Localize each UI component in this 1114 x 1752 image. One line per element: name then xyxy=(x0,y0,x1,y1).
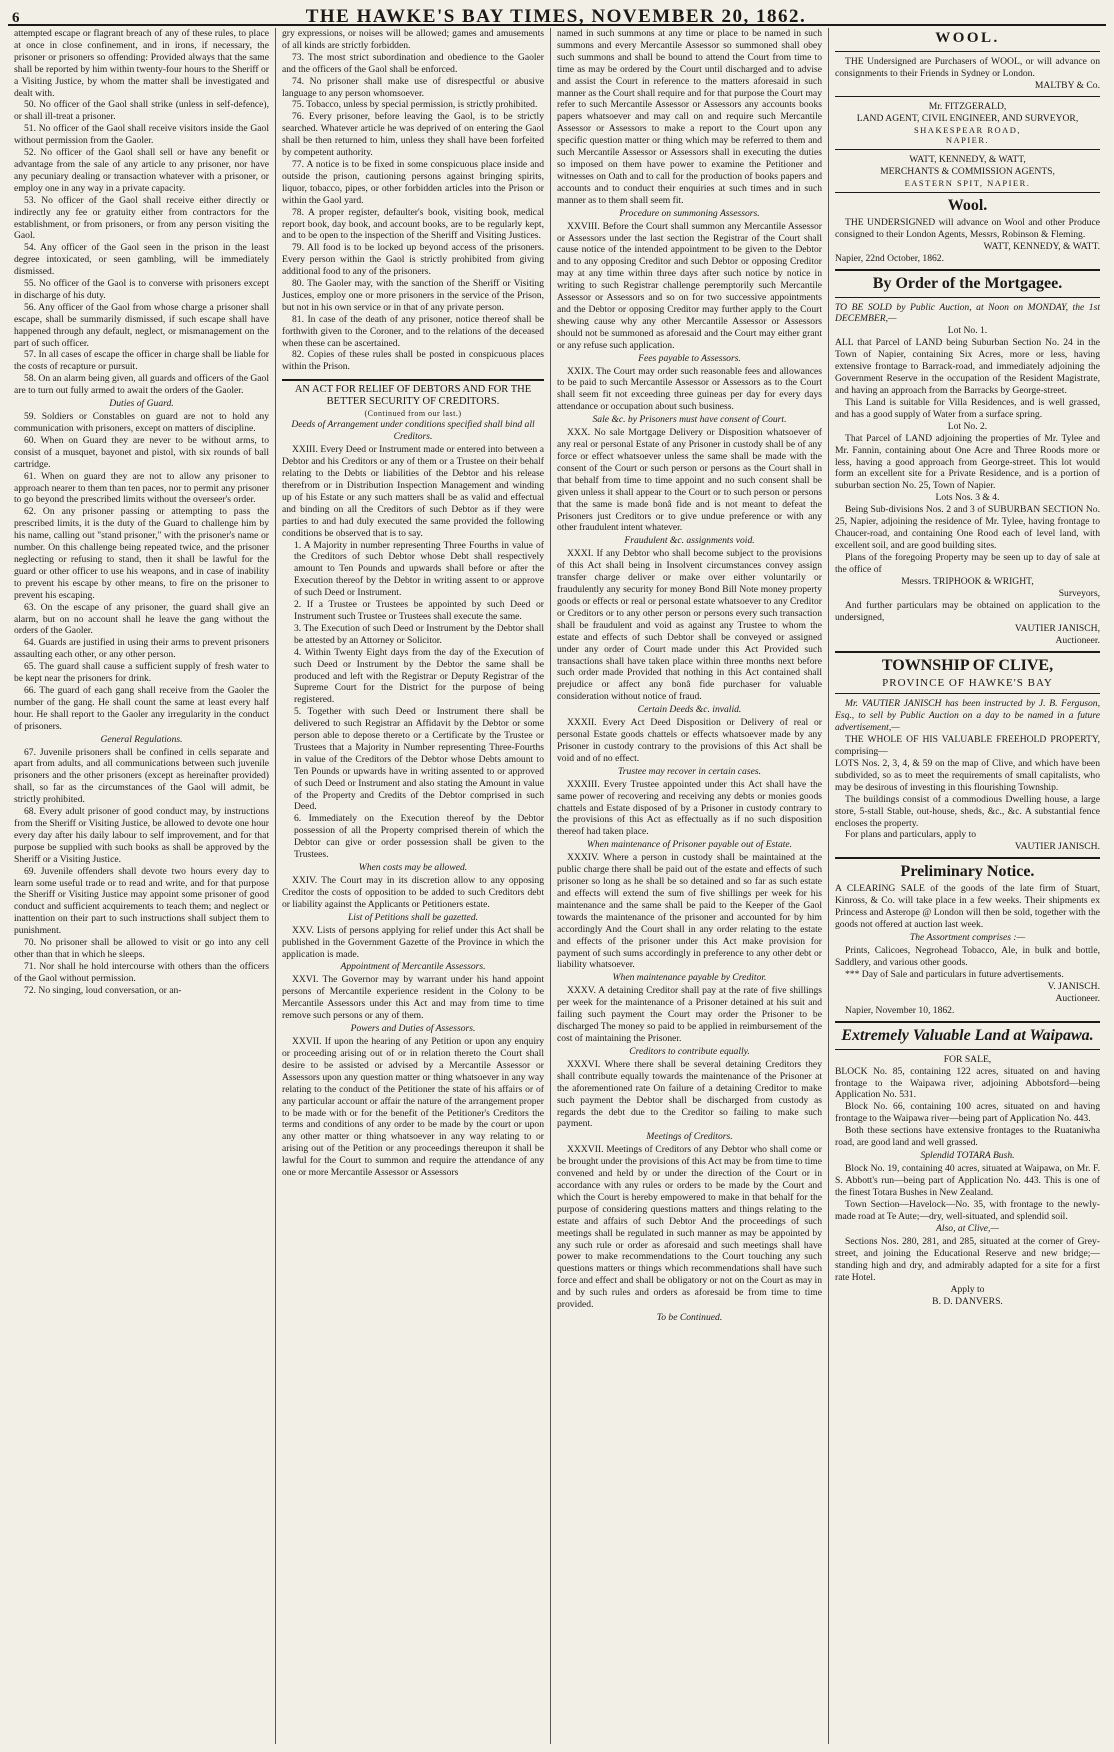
section-heading: When maintenance of Prisoner payable out of Estate. xyxy=(586,839,793,851)
rule-paragraph: 74. No prisoner shall make use of disrespectful or abusive language to any person whomsoever. xyxy=(282,75,544,99)
rule-paragraph: gry expressions, or noises will be allowed; games and amusements of all kinds are strictly forbidden. xyxy=(282,28,544,51)
rule-paragraph: 71. Nor shall he hold intercourse with others than the officers of the Gaol without permission. xyxy=(14,960,269,984)
act-condition: 5. Together with such Deed or Instrument there shall be delivered to such Registrar an Affidavit by the Debtor or some person able to depose thereto or a Certificate by the Trustee or Trustees that a Majority in Number representing Three-Fourths in value of the Creditors of the Debtor whose Debts amount to Ten Pounds or upwards have in writing assented to or approved of such Deed or Instrument and also stating the Amount in value of the Property and Credits of the Debtor comprised in such Deed. xyxy=(294,706,544,813)
ad-subheading: Splendid TOTARA Bush. xyxy=(920,1149,1015,1161)
section-heading: Appointment of Mercantile Assessors. xyxy=(340,961,486,973)
ad-firm-role: MERCHANTS & COMMISSION AGENTS, xyxy=(880,165,1055,177)
act-paragraph: XXIII. Every Deed or Instrument made or entered into between a Debtor and his Creditors or any of them or a Trustee on their behalf relating to the Debts or liabilities of the Debtor and his release therefrom or in Distribution Inspection Management and winding up of his Estate or any such matters shall be as valid and effectual and binding on all the Creditors of such Debtor as if they were parties to and had duly executed the same provided the following conditions be observed that is to say. xyxy=(282,444,544,539)
rule-paragraph: 78. A proper register, defaulter's book, visiting book, medical report book, day book, and account books, are to be regularly kept, and to be open to the inspection of the Sheriff and Visiting Justices. xyxy=(282,206,544,242)
rule-paragraph: 64. Guards are justified in using their arms to prevent prisoners assaulting each other, or any other person. xyxy=(14,637,269,661)
act-paragraph: XXXIII. Every Trustee appointed under this Act shall have the same power of recovering and receiving any debts or monies goods chattels and Estate disposed of by a Prisoner in custody contrary to the provisions of this Act as effectually as if no such disposition thereof had taken place. xyxy=(557,778,822,838)
ad-body: Sections Nos. 280, 281, and 285, situated at the corner of Grey-street, and joining the Educational Reserve and new bridge;—standing high and dry, and admirably adapted for a site for a first rate Hotel. xyxy=(835,1236,1100,1284)
column-1 xyxy=(8,28,276,1744)
rule-paragraph: 82. Copies of these rules shall be posted in conspicuous places within the Prison. xyxy=(282,349,544,373)
section-heading: Certain Deeds &c. invalid. xyxy=(637,704,742,716)
continued-note: (Continued from our last.) xyxy=(364,409,462,419)
rule-paragraph: 57. In all cases of escape the officer in charge shall be liable for the costs of recapture or pursuit. xyxy=(14,349,269,373)
ad-body: THE Undersigned are Purchasers of WOOL, or will advance on consignments to their Friends in Sydney or London. xyxy=(835,56,1100,79)
section-heading: List of Petitions shall be gazetted. xyxy=(347,911,479,923)
ad-body: Block No. 19, containing 40 acres, situated at Waipawa, on Mr. F. S. Abbott's run—being part of Application No. 443. This is one of the finest Totara Bushes in New Zealand. xyxy=(835,1162,1100,1198)
ad-firm-address: EASTERN SPIT, NAPIER. xyxy=(904,177,1031,188)
ad-title: THE WHOLE OF HIS VALUABLE FREEHOLD PROPERTY, comprising— xyxy=(835,734,1100,758)
section-heading: When costs may be allowed. xyxy=(358,862,468,873)
ad-subheading: Also, at Clive,— xyxy=(936,1223,999,1235)
act-condition: 3. The Execution of such Deed or Instrument by the Debtor shall be attested by an Attorney or Solicitor. xyxy=(294,622,544,646)
rule-paragraph: 50. No officer of the Gaol shall strike (unless in self-defence), or shall ill-treat a prisoner. xyxy=(14,99,269,123)
ad-body: Both these sections have extensive frontages to the Ruataniwha road, are good land and well grassed. xyxy=(835,1125,1100,1149)
ad-heading-preliminary: Preliminary Notice. xyxy=(900,863,1035,881)
ad-plans-note: Plans of the foregoing Property may be seen up to day of sale at the office of xyxy=(835,551,1100,575)
ad-subheading: The Assortment comprises :— xyxy=(909,931,1026,943)
rule-paragraph: 56. Any officer of the Gaol from whose charge a prisoner shall escape, shall be summarily dismissed, if such escape shall have happened through any default, neglect, or mismanagement on the part of such officer. xyxy=(14,301,269,349)
act-paragraph: XXXI. If any Debtor who shall become subject to the provisions of this Act shall being in Insolvent circumstances convey assign transfer charge deliver or make over either voluntarily or fraudulently any security for money Bond Bill Note money property goods or effects or real or personal estate whatsoever to any Creditor or Creditors or to any other person or persons every such transaction shall be fraudulent and void as against any Trustee to whom the estate and effects of such Debtor shall be conveyed or assigned under any order of Court made under this Act Provided such transactions shall have taken place within three months next before such order made Provided that nothing in this Act contained shall prejudice or affect any bonâ fide purchaser for valuable consideration without notice of fraud. xyxy=(557,548,822,703)
ad-body: THE UNDERSIGNED will advance on Wool and other Produce consigned to their London Agents, Messrs, Robinson & Fleming. xyxy=(835,216,1100,240)
act-paragraph: XXXII. Every Act Deed Disposition or Delivery of real or personal Estate goods chattels or effects whatsoever made by any Prisoner in custody contrary to the provisions of this Act shall be void and of no effect. xyxy=(557,717,822,764)
rule-paragraph: 68. Every adult prisoner of good conduct may, by instructions from the Sheriff or Visiting Justice, be allowed to devote one hour every day after his daily labour to self improvement, and for that purpose be supplied with such books as shall be approved by the Sheriff or a Visiting Justice. xyxy=(14,806,269,865)
lot-description: Being Sub-divisions Nos. 2 and 3 of SUBURBAN SECTION No. 25, Napier, adjoining the residence of Mr. Tylee, having frontage to Chaucer-road, and containing One Rood each of level land, with excellent soil, and are good building sites. xyxy=(835,504,1100,551)
page-number: 6 xyxy=(12,10,20,26)
ad-signature: V. JANISCH. xyxy=(1047,980,1100,992)
rule-paragraph: 75. Tobacco, unless by special permission, is strictly prohibited. xyxy=(292,99,538,111)
ad-signature-role: Auctioneer. xyxy=(1055,635,1100,647)
act-title: AN ACT FOR RELIEF OF DEBTORS AND FOR THE BETTER SECURITY OF CREDITORS. xyxy=(282,379,544,408)
ad-body: LOTS Nos. 2, 3, 4, & 59 on the map of Clive, and which have been subdivided, so as to meet the requirements of small capitalists, who may be desirous of investing in this flourishing Township. xyxy=(835,758,1100,793)
rule-paragraph: attempted escape or flagrant breach of any of these rules, to place at once in close confinement, and in irons, if necessary, the prisoner or prisoners so offending: Provided always that the same shall be reported by him within twenty-four hours to the Sheriff or a Visiting Justice, by whom the matter shall be investigated and dealt with. xyxy=(14,28,269,99)
rule-paragraph: 69. Juvenile offenders shall devote two hours every day to learn some useful trade or to read and write, and for that purpose the Sheriff or Visiting Justice may appoint some prisoner of good conduct and sufficient acquirements to teach them; and neglect or inattention on their part to such instructions shall subject them to punishment. xyxy=(14,865,269,937)
section-heading: Creditors to contribute equally. xyxy=(629,1045,750,1057)
ad-address: SHAKESPEAR ROAD, xyxy=(913,124,1022,135)
ad-signature: VAUTIER JANISCH, xyxy=(1014,623,1100,635)
rule-paragraph: 77. A notice is to be fixed in some conspicuous place inside and outside the prison, cautioning persons against bringing spirits, liquor, tobacco, pipes, or other forbidden articles into the Prison or within the Gaol yard. xyxy=(282,158,544,206)
act-paragraph: XXXVI. Where there shall be several detaining Creditors they shall contribute equally towards the maintenance of the Prisoner at the aforementioned rate On failure of a detaining Creditor to make such payment the Debtor shall be discharged from custody as regards the debt due to the Creditor so failing to make such payment. xyxy=(557,1058,822,1130)
ad-role: LAND AGENT, CIVIL ENGINEER, AND SURVEYOR, xyxy=(856,112,1079,124)
lot-description: That Parcel of LAND adjoining the properties of Mr. Tylee and Mr. Fannin, containing about One Acre and Three Roods more or less, having a good approach from George-street. This lot would form an excellent site for a Private Residence, and is a portion of suburban section No. 25, Town of Napier. xyxy=(835,432,1100,492)
ad-intro: Mr. VAUTIER JANISCH has been instructed by J. B. Ferguson, Esq., to sell by Public Auction on a day to be named in a future advertisement,— xyxy=(835,698,1100,734)
ad-heading-clive: TOWNSHIP OF CLIVE, xyxy=(881,657,1054,675)
act-paragraph: named in such summons at any time or place to be named in such summons and every Mercantile Assessor so summoned shall obey such summons and shall be bound to attend the Court from time to time as may be ordered by the Court until discharged and to advise and assist the Court in reference to the matters aforesaid in such manner as the Court shall require and for that purpose the Court may refer to such Mercantile Assessor or Assessors any accounts books papers whatsoever and may call on and require such Mercantile Assessor or Assessors to make a report to the Court upon any specific question matter or thing which may be referred to them and such Mercantile Assessor or Assessors shall in executing the duties so imposed on them have power to examine the Petitioner and witnesses on Oath and to call for the production of books papers and accounts and to conduct their enquiries at such times and in such manner as to them shall seem fit. xyxy=(557,28,822,206)
ad-heading-waipawa: Extremely Valuable Land at Waipawa. xyxy=(841,1026,1094,1044)
lot-label: Lot No. 1. xyxy=(947,325,988,337)
ad-apply: Apply to xyxy=(950,1284,985,1296)
lot-description: ALL that Parcel of LAND being Suburban Section No. 24 in the Town of Napier, containing Six Acres, more or less, having extensive frontage to Barrack-road, and immediately adjoining the Government Reserve in the occupation of the Resident Magistrate, and having an approach from the Barracks by George-street. xyxy=(835,337,1100,396)
ad-heading-wool: WOOL. xyxy=(935,30,1000,46)
rule-paragraph: 51. No officer of the Gaol shall receive visitors inside the Gaol without permission from the Gaoler. xyxy=(14,123,269,147)
column-4-advertisements xyxy=(829,28,1106,1744)
act-paragraph: XXXVII. Meetings of Creditors of any Debtor who shall come or be brought under the provisions of this Act may be from time to time convened and held by or under the direction of the Court or in accordance with any rules or orders to be made by the Court and which the Court is hereby empowered to make in that behalf for the purpose of considering questions matters and things relating to the estate and affairs of such Debtor And the proceedings of such meetings shall be regulated in such manner as may be appointed by any such rule or order as aforesaid and such meetings shall have power to make recommendations to the Court touching any such questions matters or things which recommendations shall have such force and effect and shall be obligatory or not on the Court as may in and by such rules and orders as aforesaid be from time to time provided. xyxy=(557,1144,822,1311)
rule-paragraph: 54. Any officer of the Gaol seen in the prison in the least degree intoxicated, or seen gambling, will be immediately dismissed. xyxy=(14,242,269,278)
lot-label: Lot No. 2. xyxy=(947,420,988,432)
rule-paragraph: 66. The guard of each gang shall receive from the Gaoler the number of the gang. He shall count the same at least every half hour. He shall report to the Gaoler any irregularity in the conduct of prisoners. xyxy=(14,684,269,732)
ad-signature: WATT, KENNEDY, & WATT. xyxy=(983,240,1100,252)
ad-signature: VAUTIER JANISCH. xyxy=(1014,841,1100,853)
ad-signature-role: Auctioneer. xyxy=(1055,992,1100,1004)
ad-signature: MALTBY & Co. xyxy=(1034,79,1100,91)
ad-body: BLOCK No. 85, containing 122 acres, situated on and having frontage to the Waipawa river, adjoining Abbotsford—being Application No. 531. xyxy=(835,1065,1100,1101)
ad-date: Napier, 22nd October, 1862. xyxy=(835,252,944,264)
section-heading: Meetings of Creditors. xyxy=(646,1131,733,1143)
ad-heading-mortgagee: By Order of the Mortgagee. xyxy=(872,274,1063,292)
act-paragraph: XXXV. A detaining Creditor shall pay at the rate of five shillings per week for the maintenance of a Prisoner detained at his suit and failing such payment the Court may order the Prisoner to be discharged The money so paid to be applied in reimbursement of the cost of maintaining the Prisoner. xyxy=(557,985,822,1044)
rule-paragraph: 72. No singing, loud conversation, or an- xyxy=(24,984,182,996)
act-paragraph: XXVI. The Governor may by warrant under his hand appoint persons of Mercantile experience resident in the Colony to be Mercantile Assessors under this Act and may from time to time remove such persons or any of them. xyxy=(282,974,544,1022)
surveyors-name: Messrs. TRIPHOOK & WRIGHT, xyxy=(901,575,1034,587)
section-heading: Fraudulent &c. assignments void. xyxy=(624,535,755,547)
section-heading: Fees payable to Assessors. xyxy=(638,352,741,364)
columns xyxy=(8,28,1106,1744)
rule-paragraph: 81. In case of the death of any prisoner, notice thereof shall be forthwith given to the Coroner, and to the relations of the deceased when these can be ascertained. xyxy=(282,313,544,349)
column-2 xyxy=(276,28,551,1744)
ad-date: Napier, November 10, 1862. xyxy=(845,1004,955,1016)
rule-paragraph: 76. Every prisoner, before leaving the Gaol, is to be strictly searched. Whatever article he was deprived of on entering the Gaol shall be then returned to him, unless they shall have been forfeited by competent authority. xyxy=(282,111,544,159)
act-condition: 2. If a Trustee or Trustees be appointed by such Deed or Instrument such Trustee or Trustees shall execute the same. xyxy=(294,599,544,622)
ad-name: Mr. FITZGERALD, xyxy=(928,100,1007,112)
section-heading: Powers and Duties of Assessors. xyxy=(350,1023,476,1035)
act-paragraph: XXV. Lists of persons applying for relief under this Act shall be published in the Government Gazette of the Province in which the application is made. xyxy=(282,924,544,960)
section-heading: Deeds of Arrangement under conditions specified shall bind all Creditors. xyxy=(291,419,535,443)
act-condition: 6. Immediately on the Execution thereof by the Debtor possession of all the Property comprised therein of which the Debtor can give or order possession shall be given to the Trustees. xyxy=(294,813,544,861)
rule-paragraph: 53. No officer of the Gaol shall receive either directly or indirectly any fee or gratuity either from contractors for the establishment, or from prisoners, or from any person visiting the Gaol. xyxy=(14,194,269,242)
act-condition: 1. A Majority in number representing Three Fourths in value of the Creditors of such Debtor whose Debt shall respectively amount to Ten Pounds and upwards shall before or after the Execution thereof by the Debtor in writing assent to or approve of such Deed or Instrument. xyxy=(294,539,544,599)
ad-signature: B. D. DANVERS. xyxy=(932,1296,1003,1308)
section-heading: Sale &c. by Prisoners must have consent of Court. xyxy=(592,414,787,426)
rule-paragraph: 60. When on Guard they are never to be without arms, to consist of a musquet, bayonet and pistol, with six rounds of ball cartridge. xyxy=(14,434,269,470)
ad-body: The buildings consist of a commodious Dwelling house, a large store, 5-stall Stable, out-house, sheds, &c., &c. A substantial fence encloses the property. xyxy=(835,793,1100,829)
section-heading: Duties of Guard. xyxy=(109,398,174,410)
rule-paragraph: 61. When on guard they are not to allow any prisoner to approach nearer to them than ten paces, nor to permit any prisoner to go beyond the prescribed limits without the overseer's order. xyxy=(14,470,269,506)
masthead xyxy=(8,0,1106,26)
rule-paragraph: 70. No prisoner shall be allowed to visit or go into any cell other than that in which he sleeps. xyxy=(14,937,269,960)
lot-label: Lots Nos. 3 & 4. xyxy=(935,492,1000,504)
rule-paragraph: 52. No officer of the Gaol shall sell or have any benefit or advantage from the sale of any article to any prisoner, nor have any pecuniary dealing or transaction whatever with a prisoner, or employ one in any way in a private capacity. xyxy=(14,147,269,194)
ad-for-sale: FOR SALE, xyxy=(943,1053,992,1065)
act-paragraph: XXXIV. Where a person in custody shall be maintained at the public charge there shall be paid out of the estate and effects of such prisoner so long as he shall be so detained and so far as such estate and effects will extend the sum of five shillings per week for his maintenance and the same shall be paid to the Keeper of the Gaol towards the maintenance of the prisoner and accounted for by him accordingly And the Court shall in any order relating to the estate and effects of the prisoner under this Act make provision for payment of such sums accordingly in preference to any other debt or liability whatsoever. xyxy=(557,852,822,971)
section-heading: Procedure on summoning Assessors. xyxy=(619,207,760,219)
section-heading: When maintenance payable by Creditor. xyxy=(612,972,767,984)
ad-apply: For plans and particulars, apply to xyxy=(845,829,977,841)
act-paragraph: XXIX. The Court may order such reasonable fees and allowances to be paid to such Mercantile Assessor or Assessors as to the Court shall seem fit not exceeding three guineas per day for every days attendance or occupation about such business. xyxy=(557,365,822,413)
ad-body: Block No. 66, containing 100 acres, situated on and having frontage to the Waipawa river—being part of Application No. 443. xyxy=(835,1101,1100,1125)
act-paragraph: XXVII. If upon the hearing of any Petition or upon any enquiry or proceeding arising out of or in relation thereto the Court shall desire to be assisted or advised by a Mercantile Assessor or Assessors upon any question matter or thing whatsoever in any way relating to the conduct of the Petitioner the state of his affairs or of any particular account or affair the nature of the arrangement proper to be made with or for the benefit of the Petitioner's Creditors the terms and conditions of any order to be made by the court or upon any other matter or thing whatsoever in any way relating to or arising out of the Petition or any proceedings thereupon it shall be lawful for the Court to summon and require the attendance of any one or more Mercantile Assessor or Assessors xyxy=(282,1036,544,1179)
rule-paragraph: 67. Juvenile prisoners shall be confined in cells separate and apart from adults, and all communications between such juvenile prisoners and the other prisoners (except as hereinafter provided) shall, so far as the circumstances of the Gaol will admit, be strictly prohibited. xyxy=(14,746,269,806)
ad-note: *** Day of Sale and particulars in future advertisements. xyxy=(845,968,1064,980)
section-heading: General Regulations. xyxy=(100,733,183,745)
ad-intro: TO BE SOLD by Public Auction, at Noon on MONDAY, the 1st DECEMBER,— xyxy=(835,301,1100,325)
rule-paragraph: 63. On the escape of any prisoner, the guard shall give an alarm, but on no account shall he leave the gang without the orders of the Gaoler. xyxy=(14,601,269,637)
ad-subheading-clive: PROVINCE OF HAWKE'S BAY xyxy=(882,677,1053,690)
surveyors-label: Surveyors, xyxy=(1058,587,1100,599)
act-paragraph: XXVIII. Before the Court shall summon any Mercantile Assessor or Assessors under the last section the Registrar of the Court shall cause notice of the intended appointment to be given to the Debtor and to any opposing Creditor and such Debtor or opposing Creditor may at any time within three days after such notice by notice in writing to such Registrar challenge peremptorily such Mercantile Assessor or Assessors and so on for two successive appointments and the Debtor or opposing Creditor may further apply to the Court shewing cause why any other Mercantile Assessor or Assessors should not be summoned as aforesaid and the Court may either grant or any refuse such application. xyxy=(557,220,822,351)
rule-paragraph: 58. On an alarm being given, all guards and officers of the Gaol are to turn out fully armed to await the orders of the Gaoler. xyxy=(14,373,269,397)
rule-paragraph: 80. The Gaoler may, with the sanction of the Sheriff or Visiting Justices, employ one or more prisoners in the service of the Prison, but not in his own service or in that of any private person. xyxy=(282,278,544,313)
to-be-continued: To be Continued. xyxy=(656,1312,723,1323)
ad-firm-name: WATT, KENNEDY, & WATT, xyxy=(909,153,1026,165)
ad-town: NAPIER. xyxy=(945,134,990,145)
newspaper-title: THE HAWKE'S BAY TIMES, NOVEMBER 20, 1862. xyxy=(305,6,807,27)
rule-paragraph: 55. No officer of the Gaol is to converse with prisoners except in discharge of his duty. xyxy=(14,278,269,301)
ad-further: And further particulars may be obtained on application to the undersigned, xyxy=(835,599,1100,623)
rule-paragraph: 62. On any prisoner passing or attempting to pass the prescribed limits, it is the duty of the Guard to challenge him by his name, calling out "stand prisoner," with the prisoner's name or number. On this challenge being repeated twice, and the prisoner neglecting or refusing to stand, then it shall be lawful for the guard or other officer to use his weapons, and in case of inability to prevent his escape by other means, to fire on the prisoner to prevent his escaping. xyxy=(14,506,269,601)
ad-body: Town Section—Havelock—No. 35, with frontage to the newly-made road at Te Aute;—dry, well-situated, and splendid soil. xyxy=(835,1198,1100,1222)
act-condition: 4. Within Twenty Eight days from the day of the Execution of such Deed or Instrument by the Debtor the same shall be produced and left with the Registrar or Deputy Registrar of the Supreme Court for the District for the purpose of being registered. xyxy=(294,646,544,706)
ad-items: Prints, Calicoes, Negrohead Tobacco, Ale, in bulk and bottle, Saddlery, and various other goods. xyxy=(835,944,1100,968)
rule-paragraph: 65. The guard shall cause a sufficient supply of fresh water to be kept near the prisoners for drink. xyxy=(14,661,269,685)
ad-body: A CLEARING SALE of the goods of the late firm of Stuart, Kinross, & Co. will take place in a few weeks. Their shipments ex Princess and Asterope @ London will then be sold, together with the goods not offered at auction last week. xyxy=(835,883,1100,931)
rule-paragraph: 79. All food is to be locked up beyond access of the prisoners. Every person within the Gaol is strictly prohibited from giving additional food to any of the prisoners. xyxy=(282,242,544,278)
section-heading: Trustee may recover in certain cases. xyxy=(618,765,761,777)
act-paragraph: XXX. No sale Mortgage Delivery or Disposition whatsoever of any real or personal Estate of any Prisoner in custody shall be of any force or effect whatsoever unless the same shall be made with the consent of the Court or such person or persons as the Court shall in that behalf from time to time appoint and no such consent shall be given unless it shall appear to the Court or to such person or persons that the same is made bonâ fide and is not meant to defeat the Prisoners just Creditors or to give undue preference or with any other fraudulent intent whatever. xyxy=(557,427,822,534)
rule-paragraph: 73. The most strict subordination and obedience to the Gaoler and the officers of the Gaol shall be enforced. xyxy=(282,51,544,75)
lot-description: This Land is suitable for Villa Residences, and is well grassed, and has a good supply of Water from a surface spring. xyxy=(835,396,1100,420)
ad-heading-wool-2: Wool. xyxy=(947,196,988,214)
act-paragraph: XXIV. The Court may in its discretion allow to any opposing Creditor the costs of opposition to be added to such Creditors debt or liability against the Applicants or Petitioners estate. xyxy=(282,875,544,910)
rule-paragraph: 59. Soldiers or Constables on guard are not to hold any communication with prisoners, except on matters of discipline. xyxy=(14,411,269,434)
column-3 xyxy=(551,28,829,1744)
